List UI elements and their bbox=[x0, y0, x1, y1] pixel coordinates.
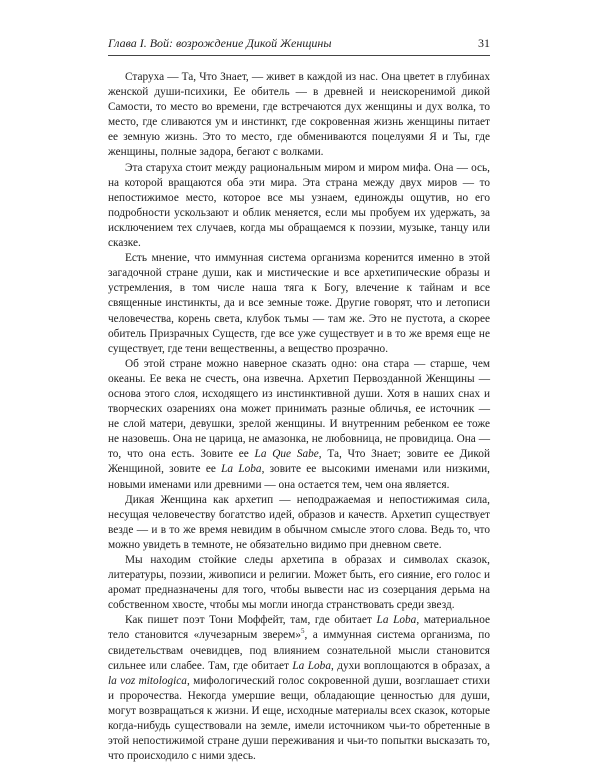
paragraph bbox=[108, 553, 490, 613]
paragraph bbox=[108, 161, 490, 252]
footnote-ref: 5 bbox=[300, 627, 305, 636]
text-run: Об этой стране можно наверное сказать одно: она стара — старше, чем океаны. Ее века не счесть, она извечна. Архетип Первозданной Женщины — основа этого слоя, исходящего из инстинктивной души. Хотя в наших снах и творческих озарениях она может принимать разные обличья, ее источник — не слой матери, девушки, зрелой женщины. И внутренним ребенком ее тоже не назовешь. Она не царица, не амазонка, не любовница, не провидица. Она — то, что она есть. Зовите ее bbox=[108, 357, 490, 461]
text-run: Старуха — Та, Что Знает, — живет в каждой из нас. Она цветет в глубинах женской души-психики, Ее обитель — в древней и неискоренимой дикой Самости, то место во времени, где встречаются дух женщины и дух волка, то место, где сливаются ум и инстинкт, где сокровенная жизнь женщины питает ее земную жизнь. Это то место, где обмениваются поцелуями Я и Ты, где женщины, полные задора, бегают с волками. bbox=[108, 71, 490, 159]
text-run: Дикая Женщина как архетип — неподражаемая и непостижимая сила, несущая человечеству богатство идей, образов и качеств. Архетип существует везде — и в то же время невидим в обычном смысле этого слова. Ведь то, что можно увидеть в темноте, не обязательно видимо при дневном свете. bbox=[108, 493, 490, 551]
running-title: Глава I. Вой: возрождение Дикой Женщины bbox=[108, 36, 332, 50]
text-run: Есть мнение, что иммунная система организма коренится именно в этой загадочной стране души, как и мистические и все архетипические образы и устремления, в том числе наша тяга к Богу, влечение к тайнам и все священные инстинкты, да и все земные тоже. Другие говорят, что и летописи человечества, корень света, клубок тьмы — там же. Это не пустота, а скорее обитель Призрачных Существ, где все уже существует и в то же время еще не существует, где тени вещественны, а вещество прозрачно. bbox=[108, 252, 490, 355]
paragraph bbox=[108, 357, 490, 493]
italic-term: La Que Sabe bbox=[254, 448, 319, 461]
page-number: 31 bbox=[478, 36, 490, 50]
paragraph bbox=[108, 613, 490, 764]
paragraph bbox=[108, 251, 490, 357]
paragraph bbox=[108, 70, 490, 161]
italic-term: La Loba bbox=[376, 614, 417, 627]
running-header bbox=[108, 36, 490, 51]
italic-term: La Loba bbox=[292, 659, 331, 672]
text-run: , зовите ее высокими именами или низкими, новыми именами или древними — она остается тем, чем она является. bbox=[108, 463, 491, 491]
body-text bbox=[108, 70, 490, 764]
text-run: , материальное тело становится «лучезарным зверем» bbox=[108, 614, 490, 642]
italic-term: La Loba bbox=[221, 463, 262, 476]
text-run: Как пишет поэт Тони Моффейт, там, где обитает bbox=[125, 614, 377, 627]
text-run: , духи воплощаются в образах, а bbox=[330, 659, 491, 672]
text-run: , мифологический голос сокровенной души, возглашает стихи и пророчества. Некогда умершие вещи, обладающие ценностью для души, могут возвращаться к жизни. И еще, исходные материалы всех сказок, которые когда-нибудь существовали на земле, имели источником чьи-то обретенные в этой непостижимой стране души переживания и чьи-то попытки высказать то, что происходило с ними здесь. bbox=[108, 674, 490, 763]
text-run: , Та, Что Знает; зовите ее Дикой Женщиной, зовите ее bbox=[108, 448, 490, 476]
header-rule bbox=[108, 55, 490, 56]
text-run: Мы находим стойкие следы архетипа в образах и символах сказок, литературы, поэзии, живописи и религии. Может быть, его сияние, его голос и аромат предназначены для того, чтобы вывести нас из созерцания дерьма на собственном хвосте, чтобы мы могли иногда странствовать среди звезд. bbox=[108, 554, 490, 612]
italic-term: la voz mitologica bbox=[108, 674, 187, 687]
paragraph bbox=[108, 493, 490, 553]
text-run: Эта старуха стоит между рациональным миром и миром мифа. Она — ось, на которой вращаются оба эти мира. Эта страна между двух миров — то непостижимое место, которое все мы узнаем, единожды ощутив, но его подробности ускользают и облик меняется, если мы пробуем их удержать, за исключением тех случаев, когда мы обращаемся к поэзии, музыке, танцу или сказке. bbox=[108, 161, 490, 250]
text-run: , а иммунная система организма, по свидетельствам очевидцев, под влиянием сознательной мысли становится сильнее или слабее. Там, где обитает bbox=[108, 629, 490, 672]
